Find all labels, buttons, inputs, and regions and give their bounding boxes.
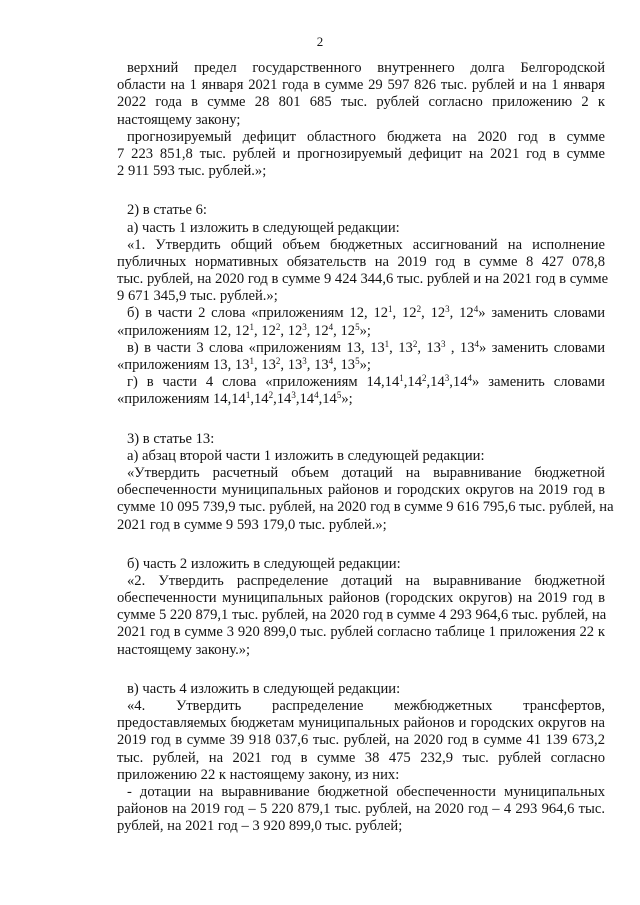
paragraph-gap [117,409,605,431]
text-segment: «приложениям 14,14 [117,391,246,408]
text-line: районов на 2019 год – 5 220 879,1 тыс. рублей, на 2020 год – 4 293 964,6 тыс. [117,801,605,818]
superscript: 2 [422,373,427,384]
text-segment: »; [359,357,371,373]
text-segment: г) в части 4 слова «приложениям 14,14 [127,374,400,391]
superscript: 3 [291,390,296,401]
text-segment: «приложениям 13, 13 [117,357,250,373]
text-segment: ,14 [250,391,269,408]
text-line: 2022 года в сумме 28 801 685 тыс. рублей согласно приложению 2 к [117,94,605,111]
text-line: предоставляемых бюджетам муниципальных районов и городских округов на [117,715,605,732]
text-line [117,323,605,340]
superscript: 4 [314,390,319,401]
text-segment: , 12 [333,322,356,339]
text-line: «2. Утвердить распределение дотаций на выравнивание бюджетной [127,572,605,589]
superscript: 3 [302,321,307,332]
text-line [117,340,605,357]
superscript: 1 [388,304,393,315]
superscript: 2 [275,356,281,366]
text-line [117,305,605,322]
text-segment: «приложениям 12, 12 [117,322,250,339]
text-line: б) часть 2 изложить в следующей редакции: [127,555,401,572]
text-line: 9 671 345,9 тыс. рублей.»; [117,288,278,305]
text-segment: »; [359,322,371,339]
text-segment: ,14 [273,391,292,408]
text-segment: , 13 [280,357,303,373]
text-line: рублей, на 2021 год – 3 920 899,0 тыс. рублей; [117,818,403,835]
superscript: 3 [302,356,307,366]
text-line: прогнозируемый дефицит областного бюджета на 2020 год в сумме [127,128,605,145]
text-line: сумме 5 220 879,1 тыс. рублей, на 2020 год в сумме 4 293 964,6 тыс. рублей, на [117,607,607,624]
text-segment: , 13 [417,339,441,356]
paragraph-gap [117,180,605,202]
text-line: «1. Утвердить общий объем бюджетных ассигнований на исполнение [127,236,605,253]
text-line: 7 223 851,8 тыс. рублей и прогнозируемый дефицит на 2021 год в сумме [117,145,605,162]
superscript: 2 [268,390,274,401]
text-line: 2) в статье 6: [127,202,207,219]
text-line: 2021 год в сумме 9 593 179,0 тыс. рублей.»; [117,516,387,533]
text-line: тыс. рублей, на 2020 год в сумме 9 424 344,6 тыс. рублей и на 2021 год в сумме [117,271,609,288]
superscript: 4 [473,304,479,315]
text-segment: б) в части 2 слова «приложениям 12, 12 [127,305,389,322]
text-line: публичных нормативных обязательств на 2019 год в сумме 8 427 078,8 [117,253,605,270]
superscript: 3 [445,304,450,315]
text-segment: , 12 [421,305,446,322]
superscript: 2 [412,338,418,349]
paragraph-gap [117,659,605,681]
superscript: 4 [328,356,334,366]
text-segment: » заменить словами [478,305,606,322]
text-segment: , 13 [389,339,413,356]
page-number: 2 [316,34,324,49]
text-segment: ,14 [295,391,315,408]
text-segment: , 13 [445,339,475,356]
text-segment: ,14 [318,391,337,408]
text-line: 3) в статье 13: [127,430,215,447]
text-line: верхний предел государственного внутреннего долга Белгородской [127,60,605,76]
superscript: 3 [444,373,450,384]
text-segment: » заменить словами [472,374,605,391]
text-line: а) часть 1 изложить в следующей редакции: [127,219,400,236]
text-line [117,374,605,391]
superscript: 2 [275,321,281,332]
text-segment: , 12 [254,322,276,339]
superscript: 1 [249,356,254,366]
text-line: настоящему закону; [117,111,241,128]
superscript: 1 [384,338,390,349]
text-line: а) абзац второй части 1 изложить в следующей редакции: [127,447,485,464]
superscript: 1 [399,373,404,384]
document-body [117,60,614,836]
superscript: 5 [355,321,360,332]
text-line: 2 911 593 тыс. рублей.»; [117,163,267,180]
text-line: области на 1 января 2021 года в сумме 29 597 826 тыс. рублей и на 1 января [117,77,605,94]
text-line: настоящему закону.»; [117,641,251,658]
text-line [117,391,605,408]
text-line: обеспеченности муниципальных районов (городских округов) на 2019 год в [117,590,605,607]
text-line: обеспеченности муниципальных районов и городских округов на 2019 год в [117,482,605,499]
superscript: 1 [245,390,251,401]
superscript: 4 [474,338,480,349]
text-line: «Утвердить расчетный объем дотаций на выравнивание бюджетной [127,464,605,481]
text-segment: , 13 [254,357,276,373]
superscript: 1 [249,321,254,332]
text-line: приложению 22 к настоящему закону, из них: [117,766,400,783]
text-line: «4. Утвердить распределение межбюджетных трансфертов, [127,698,605,714]
text-line: 2021 год в сумме 3 920 899,0 тыс. рублей согласно таблице 1 приложения 22 к [117,624,605,641]
text-segment: »; [341,391,353,408]
paragraph-gap [117,534,605,556]
text-line: 2019 год в сумме 39 918 037,6 тыс. рублей, на 2020 год в сумме 41 139 673,2 [117,732,605,749]
superscript: 4 [467,373,473,384]
superscript: 3 [440,338,446,349]
text-segment: ,14 [449,374,468,391]
superscript: 4 [328,321,334,332]
text-segment: в) в части 3 слова «приложениям 13, 13 [127,339,385,356]
superscript: 2 [416,304,422,315]
text-line: сумме 10 095 739,9 тыс. рублей, на 2020 год в сумме 9 616 795,6 тыс. рублей, на [117,499,614,516]
text-segment: ,14 [426,374,445,391]
superscript: 5 [355,356,360,366]
text-segment: , 12 [280,322,303,339]
text-segment: ,14 [403,374,423,391]
text-line: тыс. рублей, на 2021 год в сумме 38 475 232,9 тыс. рублей согласно [117,749,605,766]
text-segment: , 12 [392,305,417,322]
text-segment: , 12 [449,305,474,322]
text-segment: » заменить словами [479,339,606,356]
text-segment: , 13 [306,357,329,373]
text-line: - дотации на выравнивание бюджетной обеспеченности муниципальных [127,783,605,800]
text-segment: , 12 [306,322,329,339]
text-line [117,357,605,374]
superscript: 5 [336,390,342,401]
text-line: в) часть 4 изложить в следующей редакции: [127,680,401,697]
text-segment: , 13 [333,357,356,373]
